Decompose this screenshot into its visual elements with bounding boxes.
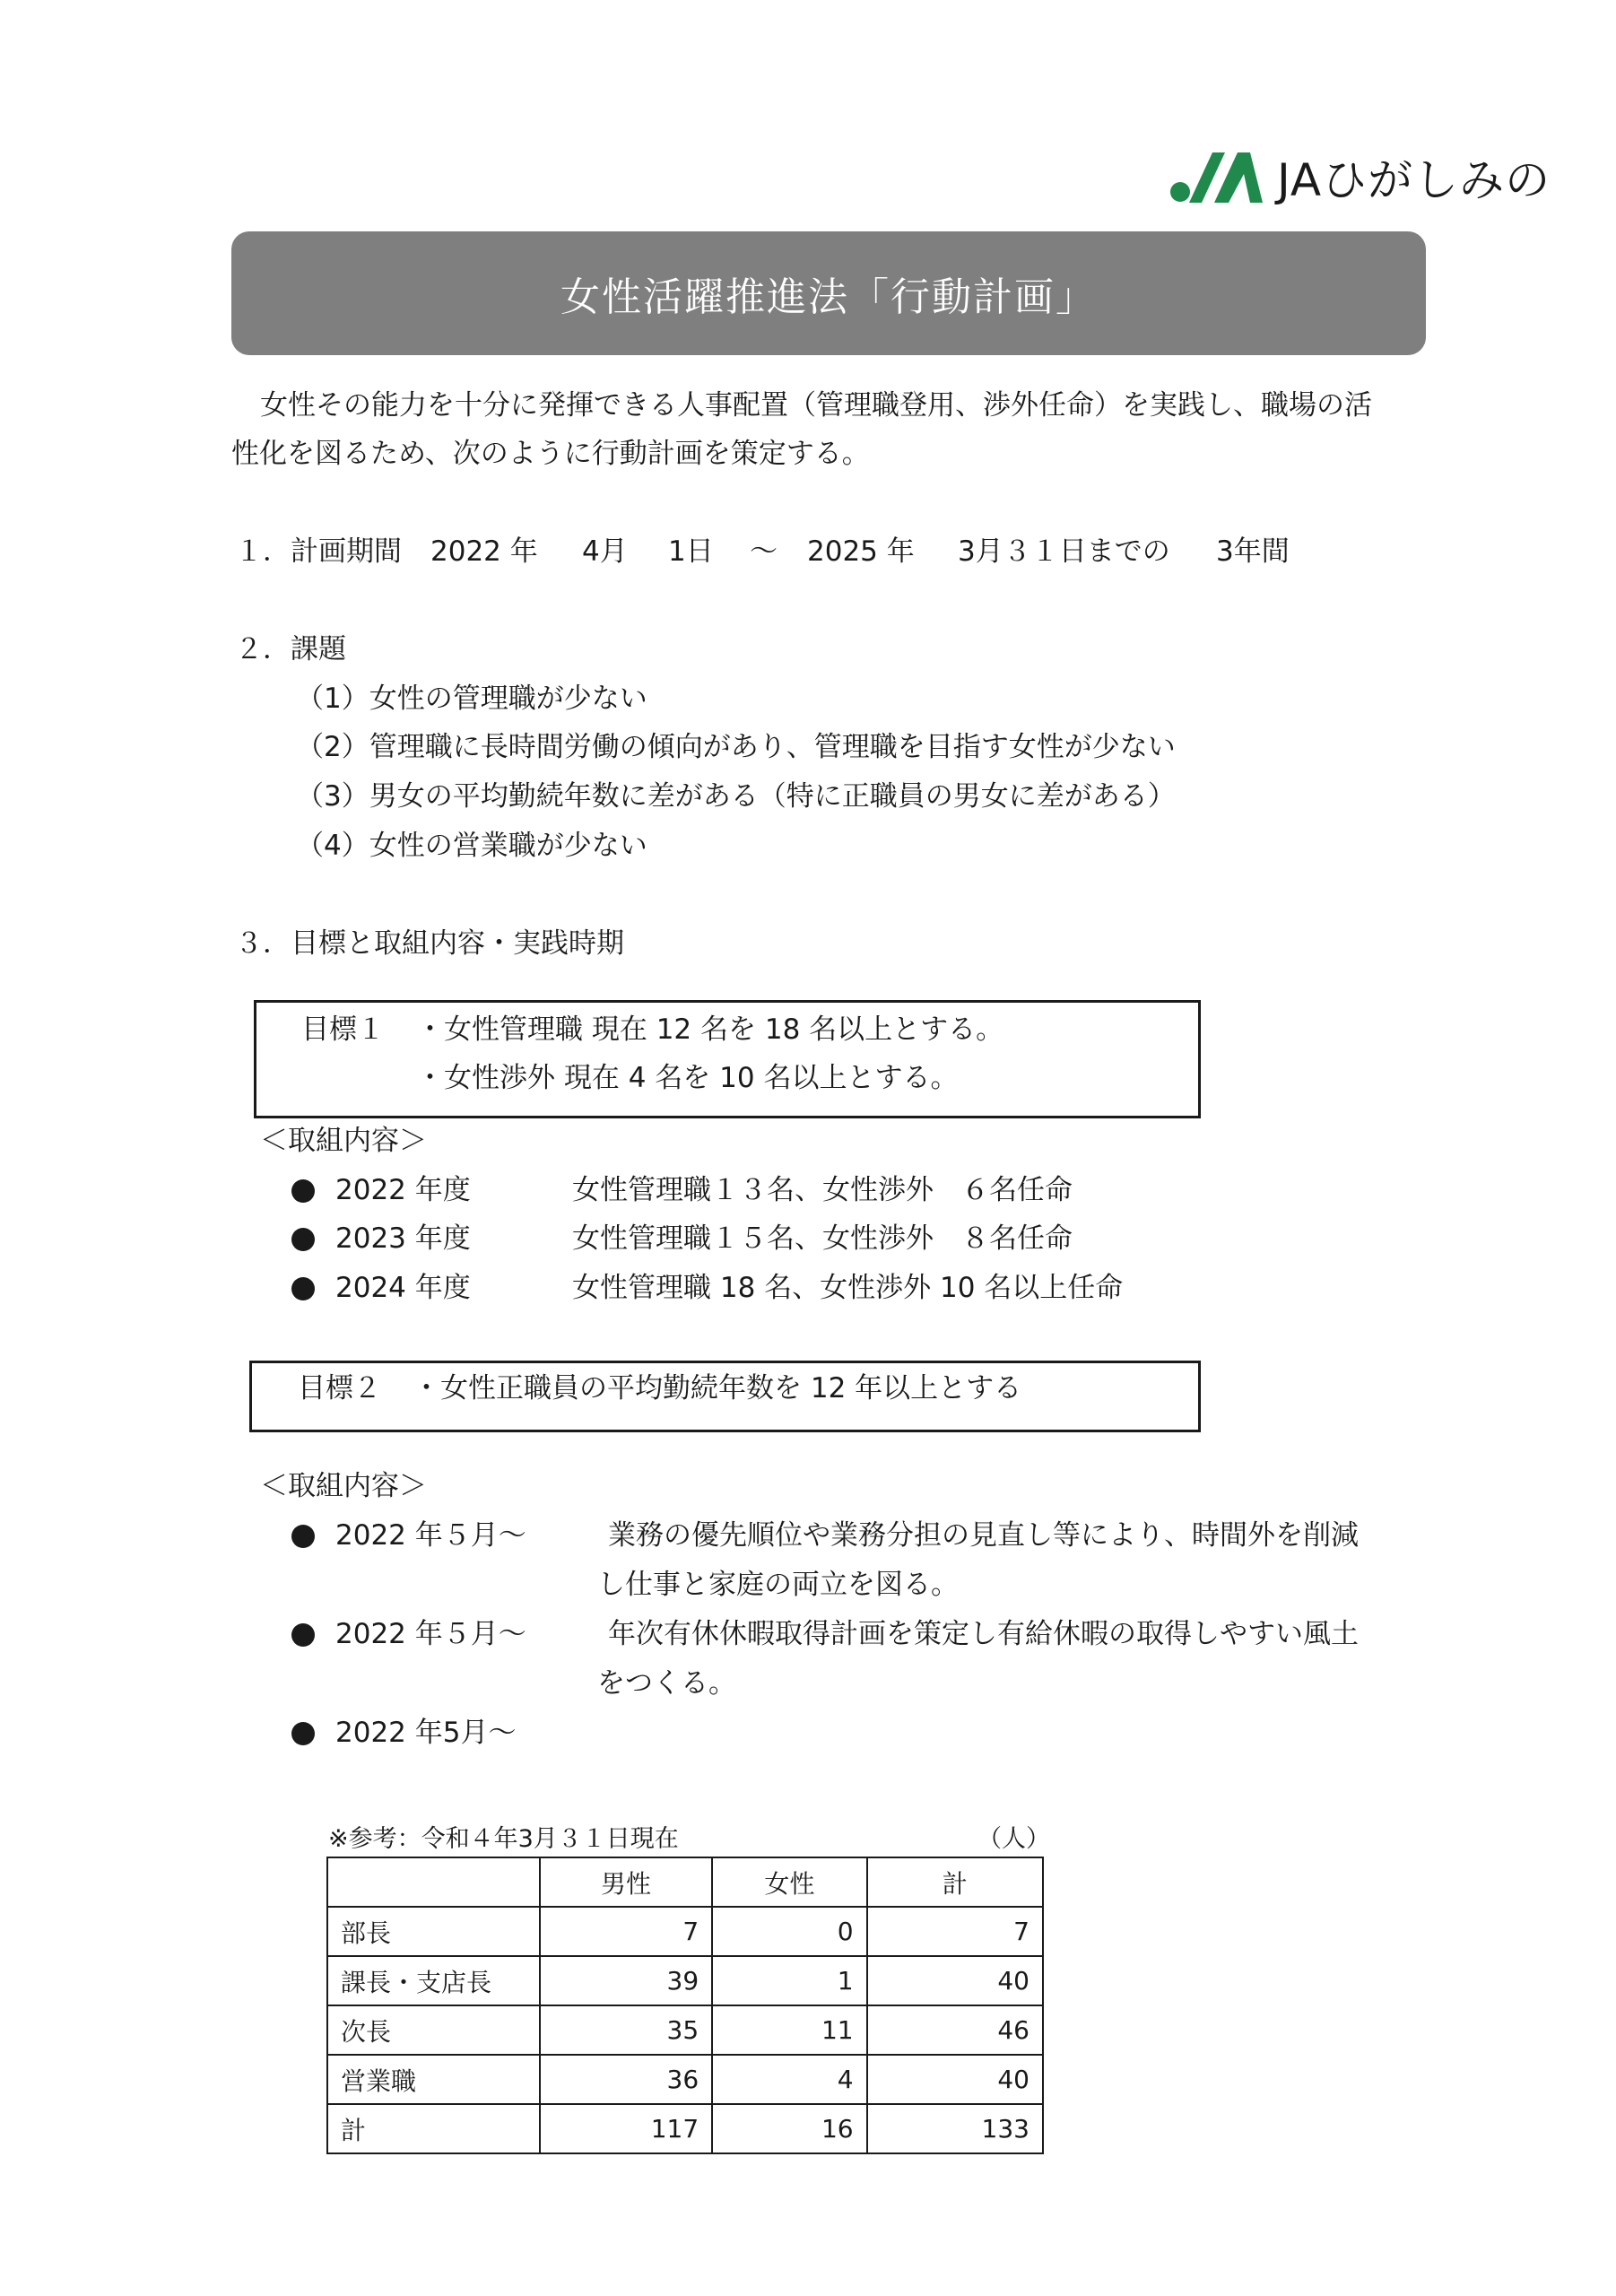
table-row [327,2104,1043,2153]
section2-label: ２．課題 [235,633,346,665]
table-cell: 35 [540,2005,712,2055]
goal1-item-year: 2024 年度 [335,1272,471,1304]
goal2-item-text-cont: し仕事と家庭の両立を図る。 [597,1569,959,1601]
table-cell: 4 [712,2055,866,2104]
issue-item: （3）男女の平均勤続年数に差がある（特に正職員の男女に差がある） [296,780,1176,813]
section1-label: １．計画期間 [235,535,402,568]
goal1-item-text: 女性管理職 18 名、女性渉外 10 名以上任命 [572,1272,1124,1304]
goal1-item-text: 女性管理職１３名、女性渉外 ６名任命 [572,1174,1073,1206]
end-year: 2025 年 [807,535,915,568]
goal2-content-label: ＜取組内容＞ [260,1470,427,1502]
table-header-cell: 女性 [712,1857,866,1907]
table-cell: 次長 [327,2005,540,2055]
table-cell: 39 [540,1956,712,2005]
end-date: 3月３１日までの [958,535,1170,568]
table-row [327,2005,1043,2055]
start-year: 2022 年 [430,535,538,568]
table-row [327,2055,1043,2104]
goal2-item-date: 2022 年５月～ [335,1519,526,1552]
issue-item: （1）女性の管理職が少ない [296,683,647,715]
bullet-icon [291,1525,315,1548]
bullet-icon [291,1179,315,1203]
ja-logo [1169,145,1551,208]
table-cell: 16 [712,2104,866,2153]
range-tilde: ～ [750,535,778,568]
table-cell: 36 [540,2055,712,2104]
table-cell: 営業職 [327,2055,540,2104]
table-cell: 部長 [327,1907,540,1956]
table-cell: 1 [712,1956,866,2005]
reference-table [326,1857,1044,2154]
goal1-item-year: 2023 年度 [335,1222,471,1255]
reference-unit: （人） [977,1825,1050,1853]
table-cell: 133 [867,2104,1043,2153]
reference-note: ※参考：令和４年3月３１日現在 [328,1825,679,1853]
bullet-icon [291,1722,315,1745]
table-cell: 課長・支店長 [327,1956,540,2005]
table-cell: 7 [867,1907,1043,1956]
intro-line-1: 女性その能力を十分に発揮できる人事配置（管理職登用、渉外任命）を実践し、職場の活 [260,389,1372,422]
logo-text: JAひがしみの [1277,154,1551,206]
start-month: 4月 [582,535,628,568]
bullet-icon [291,1228,315,1251]
goal2-item-text: 年次有休休暇取得計画を策定し有給休暇の取得しやすい風土 [608,1618,1359,1650]
goal1-label: 目標１ [301,1013,385,1046]
table-header-cell: 男性 [540,1857,712,1907]
goal2-line-1: ・女性正職員の平均勤続年数を 12 年以上とする [413,1372,1022,1405]
table-row [327,1956,1043,2005]
start-day: 1日 [668,535,714,568]
intro-line-2: 性化を図るため、次のように行動計画を策定する。 [231,438,870,470]
issue-item: （2）管理職に長時間労働の傾向があり、管理職を目指す女性が少ない [296,731,1176,763]
goal1-line-1: ・女性管理職 現在 12 名を 18 名以上とする。 [416,1013,1004,1046]
table-cell: 7 [540,1907,712,1956]
table-header-row [327,1857,1043,1907]
page-title: 女性活躍推進法「行動計画」 [560,274,1097,320]
table-row [327,1907,1043,1956]
table-cell: 40 [867,1956,1043,2005]
table-cell: 計 [327,2104,540,2153]
table-cell: 0 [712,1907,866,1956]
issue-item: （4）女性の営業職が少ない [296,830,647,862]
section3-label: ３．目標と取組内容・実践時期 [235,927,624,960]
plan-duration: 3年間 [1216,535,1290,568]
table-header-cell: 計 [867,1857,1043,1907]
goal1-item-year: 2022 年度 [335,1174,471,1206]
goal2-label: 目標２ [298,1372,381,1405]
table-cell: 46 [867,2005,1043,2055]
ja-logo-icon [1169,149,1264,204]
goal2-item-text: 業務の優先順位や業務分担の見直し等により、時間外を削減 [608,1519,1359,1552]
table-header-cell [327,1857,540,1907]
bullet-icon [291,1277,315,1300]
table-cell: 40 [867,2055,1043,2104]
goal2-item-text-cont: をつくる。 [597,1667,736,1700]
goal1-content-label: ＜取組内容＞ [260,1125,427,1157]
goal2-item-date: 2022 年５月～ [335,1618,526,1650]
goal1-line-2: ・女性渉外 現在 4 名を 10 名以上とする。 [416,1062,959,1094]
title-banner [231,231,1426,355]
table-cell: 117 [540,2104,712,2153]
goal2-item-date: 2022 年5月～ [335,1717,517,1749]
table-cell: 11 [712,2005,866,2055]
bullet-icon [291,1623,315,1647]
goal1-item-text: 女性管理職１５名、女性渉外 ８名任命 [572,1222,1073,1255]
